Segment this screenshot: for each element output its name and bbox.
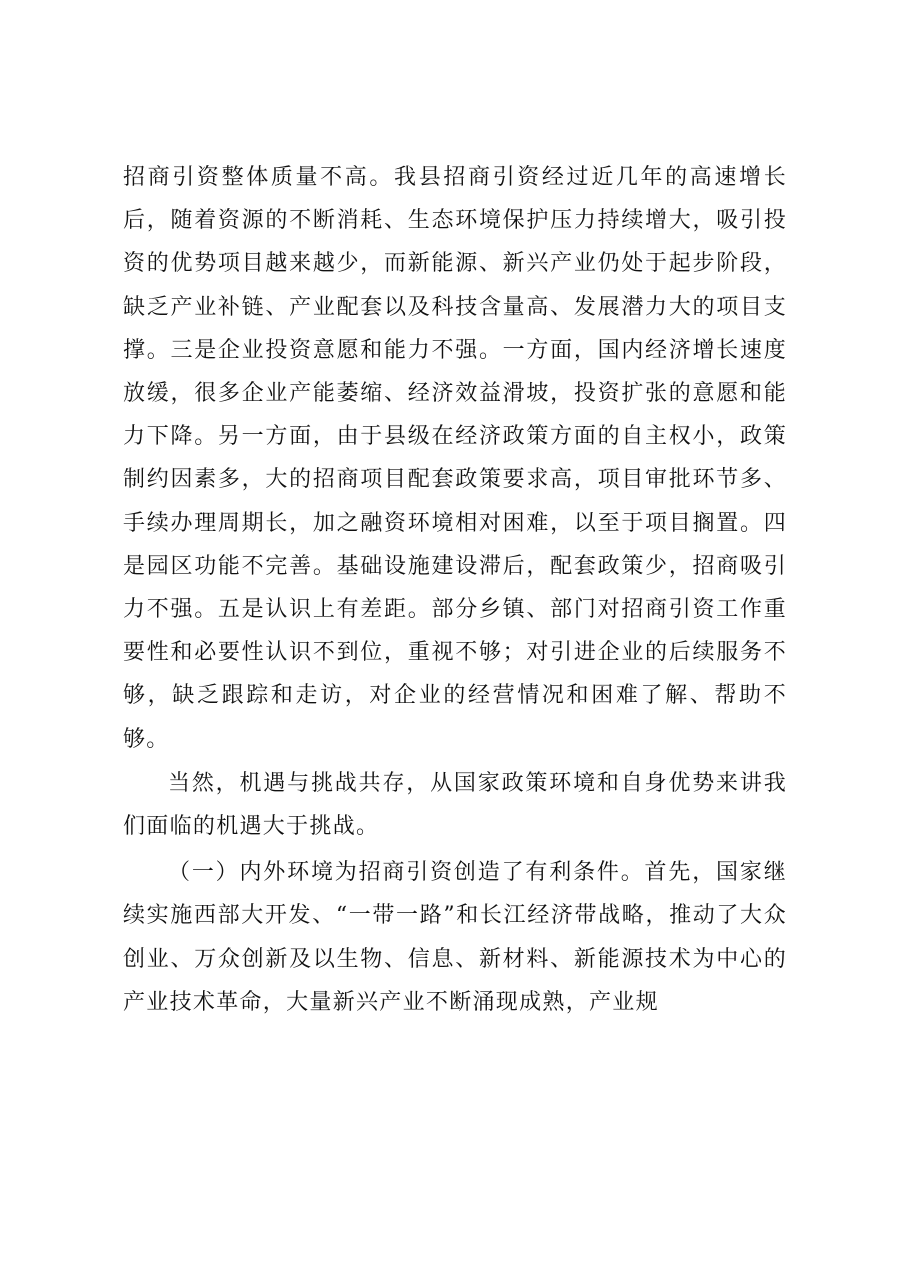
document-body — [123, 156, 787, 1024]
paragraph-1: 招商引资整体质量不高。我县招商引资经过近几年的高速增长后，随着资源的不断消耗、生态环境保护压力持续增大，吸引投资的优势项目越来越少，而新能源、新兴产业仍处于起步阶段，缺乏产业补链、产业配套以及科技含量高、发展潜力大的项目支撑。三是企业投资意愿和能力不强。一方面，国内经济增长速度放缓，很多企业产能萎缩、经济效益滑坡，投资扩张的意愿和能力下降。另一方面，由于县级在经济政策方面的自主权小，政策制约因素多，大的招商项目配套政策要求高，项目审批环节多、手续办理周期长，加之融资环境相对困难，以至于项目搁置。四是园区功能不完善。基础设施建设滞后，配套政策少，招商吸引力不强。五是认识上有差距。部分乡镇、部门对招商引资工作重要性和必要性认识不到位，重视不够；对引进企业的后续服务不够，缺乏跟踪和走访，对企业的经营情况和困难了解、帮助不够。 — [123, 165, 787, 752]
paragraph-3: （一）内外环境为招商引资创造了有利条件。首先，国家继续实施西部大开发、“一带一路”和长江经济带战略，推动了大众创业、万众创新及以生物、信息、新材料、新能源技术为中心的产业技术革命，大量新兴产业不断涌现成熟，产业规 — [123, 860, 787, 1015]
paragraph-2: 当然，机遇与挑战共存，从国家政策环境和自身优势来讲我们面临的机遇大于挑战。 — [123, 770, 787, 840]
